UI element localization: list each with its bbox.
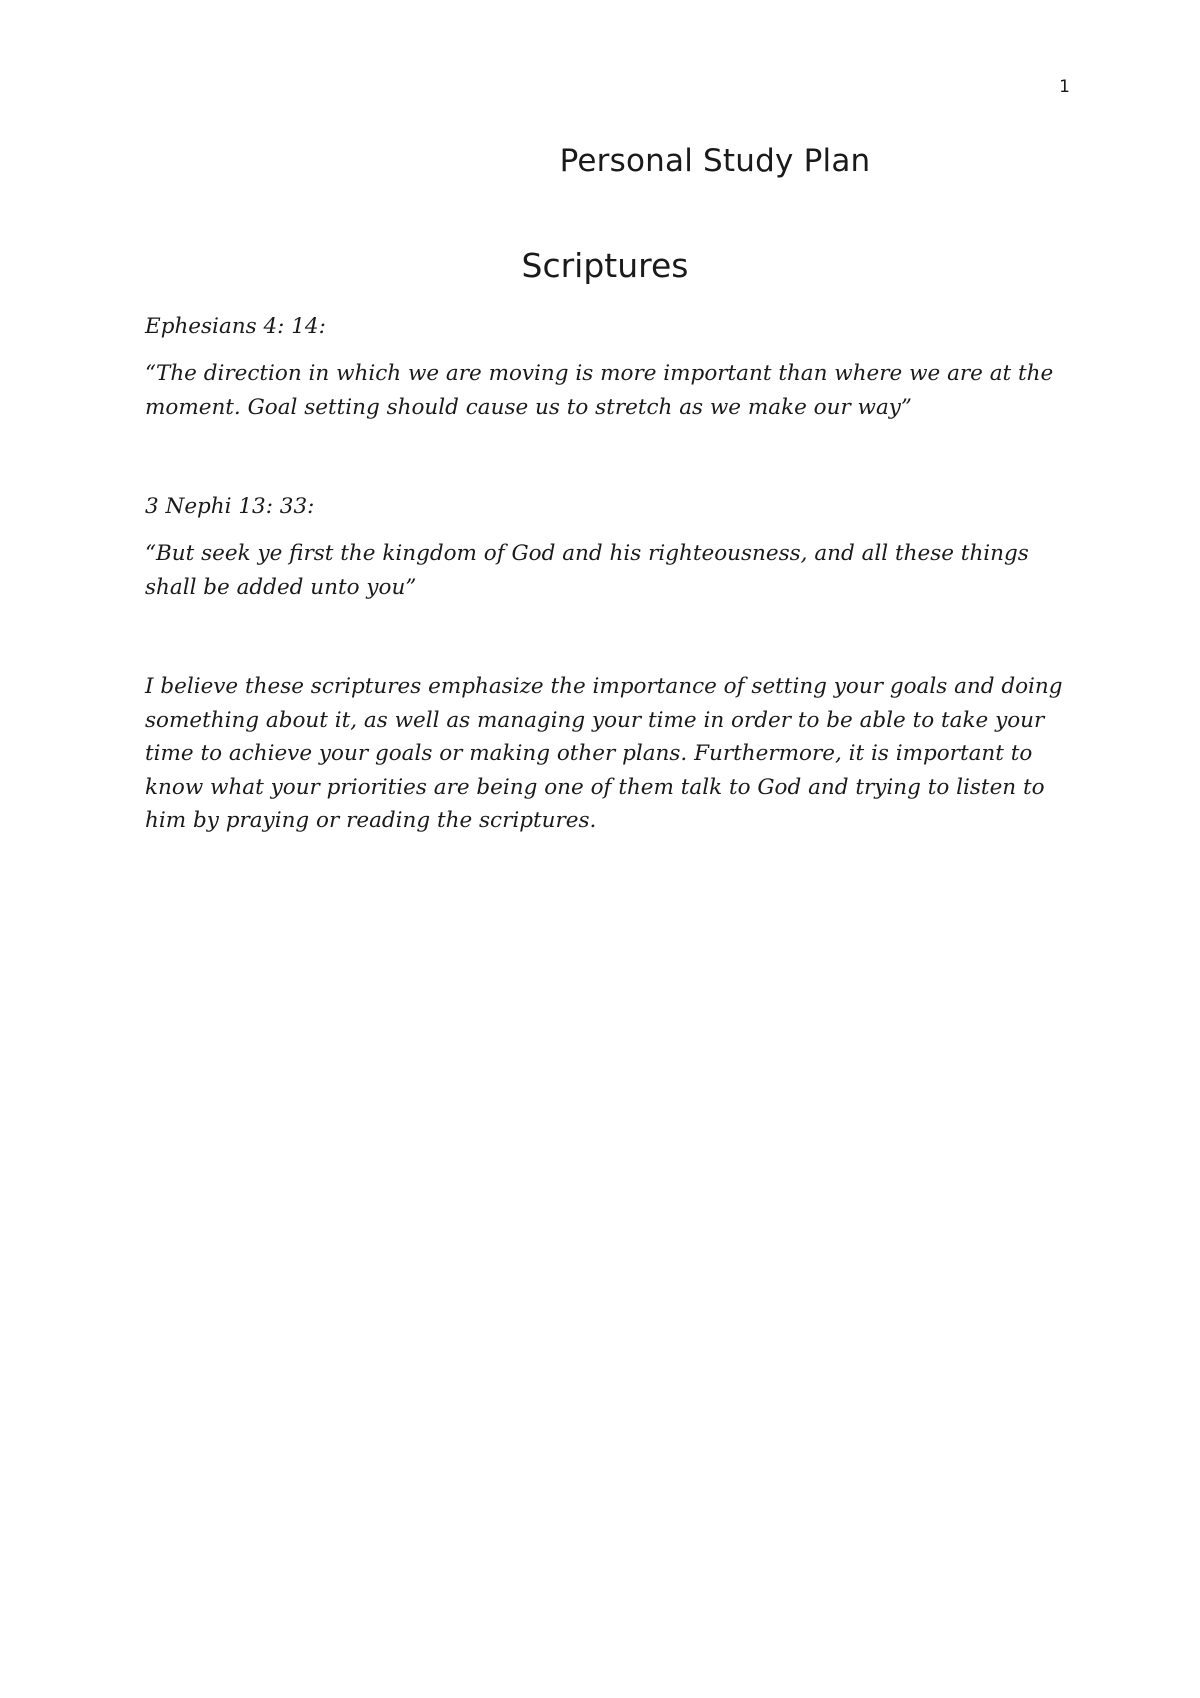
document-title: Personal Study Plan — [559, 143, 871, 179]
scripture-reference-nephi: 3 Nephi 13: 33: — [145, 494, 315, 519]
scripture-quote-nephi: “But seek ye first the kingdom of God and his righteousness, and all these things shall be added unto you” — [145, 541, 1029, 600]
scripture-reference-ephesians: Ephesians 4: 14: — [145, 314, 326, 339]
reflection-paragraph: I believe these scriptures emphasize the importance of setting your goals and doing something about it, as well as managing your time in order to be able to take your time to achieve your goals or making other plans. Furthermore, it is important to know what your priorities are being one of them talk to God and trying to listen to him by praying or reading the scriptures. — [145, 674, 1063, 833]
scripture-quote-ephesians: “The direction in which we are moving is more important than where we are at the moment. Goal setting should cause us to stretch as we make our way” — [145, 361, 1054, 420]
section-heading: Scriptures — [521, 246, 689, 285]
page-number: 1 — [1059, 77, 1070, 97]
